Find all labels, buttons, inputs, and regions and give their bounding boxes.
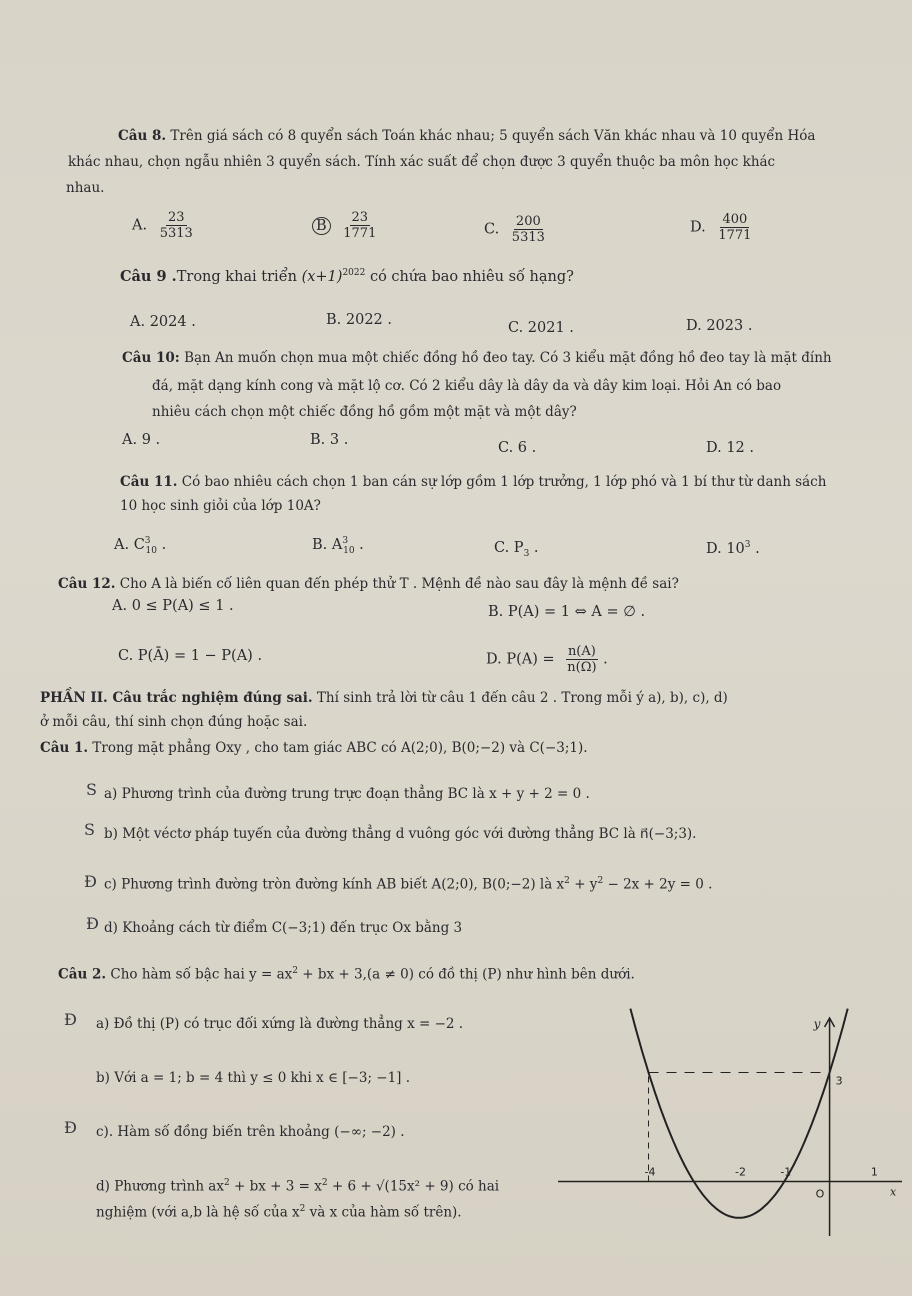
y-tick-label: 3 [835, 1074, 843, 1088]
y-axis-label: y [813, 1017, 821, 1031]
part2-line2: ở mỗi câu, thí sinh chọn đúng hoặc sai. [40, 714, 308, 730]
x-tick-label: -2 [735, 1165, 747, 1179]
p2q1-item-a[interactable]: a) Phương trình của đường trung trực đoạn thẳng BC là x + y + 2 = 0 . [104, 786, 590, 802]
q11-line1: Câu 11. Có bao nhiêu cách chọn 1 ban cán sự lớp gồm 1 lớp trưởng, 1 lớp phó và 1 bí thư từ danh sách [120, 474, 827, 490]
q8-label: Câu 8. [118, 128, 167, 144]
q10-option-c[interactable]: C. 6 . [498, 440, 537, 456]
x-tick-label: -1 [780, 1165, 792, 1179]
part2-heading: PHẦN II. Câu trắc nghiệm đúng sai. Thí sinh trả lời từ câu 1 đến câu 2 . Trong mỗi ý a), b), c), d) [40, 690, 728, 706]
x-tick-label: -4 [644, 1165, 656, 1179]
q9-option-a[interactable]: A. 2024 . [130, 314, 196, 330]
q11-option-b[interactable]: B. $A^3_{10}$ . [312, 536, 364, 556]
handwritten-mark-2c: Đ [64, 1118, 77, 1137]
q8-line3: nhau. [66, 180, 105, 196]
p2q2-stem: Câu 2. Cho hàm số bậc hai $y = ax^2$ + bx + 3,(a ≠ 0) có đồ thị (P) như hình bên dưới. [58, 966, 635, 983]
q9-option-d[interactable]: D. 2023 . [686, 318, 753, 334]
q8-option-b[interactable]: B $\frac{23}{1771}$ [312, 210, 378, 241]
p2q1-item-c[interactable]: c) Phương trình đường tròn đường kính AB biết A(2;0), B(0;−2) là $x^2 + y^2 - 2x + 2y = 0$ . [104, 876, 713, 893]
q12-option-c[interactable]: C. P(Ā) = 1 − P(A) . [118, 648, 263, 664]
q8-option-a[interactable]: A. $\frac{23}{5313}$ [132, 210, 193, 241]
handwritten-mark-a: S [86, 780, 97, 799]
q8-option-c[interactable]: C. $\frac{200}{5313}$ [484, 214, 545, 245]
p2q1-item-d[interactable]: d) Khoảng cách từ điểm C(−3;1) đến trục Ox bằng 3 [104, 920, 463, 936]
q11-option-d[interactable]: D. $10^3$ . [706, 540, 760, 557]
q12-stem: Câu 12. Cho A là biến cố liên quan đến phép thử T . Mệnh đề nào sau đây là mệnh đề sai? [58, 576, 679, 592]
q12-option-b[interactable]: B. P(A) = 1 ⇔ A = ∅ . [488, 604, 646, 620]
q10-option-b[interactable]: B. 3 . [310, 432, 349, 448]
q9-option-b[interactable]: B. 2022 . [326, 312, 392, 328]
parabola-curve [630, 1009, 847, 1218]
q11-line2: 10 học sinh giỏi của lớp 10A? [120, 498, 321, 514]
x-axis-label: x [890, 1185, 897, 1199]
p2q2-item-d-line2: nghiệm (với a,b là hệ số của $x^2$ và x của hàm số trên). [96, 1204, 462, 1221]
handwritten-mark-b: S [84, 820, 95, 839]
q12-option-a[interactable]: A. 0 ≤ P(A) ≤ 1 . [112, 598, 234, 614]
p2q1-stem: Câu 1. Trong mặt phẳng Oxy , cho tam giác ABC có A(2;0), B(0;−2) và C(−3;1). [40, 740, 588, 756]
q9-option-c[interactable]: C. 2021 . [508, 320, 574, 336]
origin-label: O [815, 1187, 825, 1201]
handwritten-mark-d: Đ [86, 914, 99, 933]
p2q2-item-c[interactable]: c). Hàm số đồng biến trên khoảng (−∞; −2) . [96, 1124, 405, 1140]
handwritten-mark-c: Đ [84, 872, 97, 891]
p2q2-item-d-line1[interactable]: d) Phương trình $ax^2$ + bx + $3 = x^2 + 6 + √(15x^2 + 9)$ có hai [96, 1178, 500, 1195]
q10-line1: Câu 10: Bạn An muốn chọn mua một chiếc đồng hồ đeo tay. Có 3 kiểu mặt đồng hồ đeo tay là mặt đính [122, 350, 832, 366]
p2q2-item-a[interactable]: a) Đồ thị (P) có trục đối xứng là đường thẳng x = −2 . [96, 1016, 464, 1032]
q8-line1: Câu 8. Trên giá sách có 8 quyển sách Toán khác nhau; 5 quyển sách Văn khác nhau và 10 quyển Hóa [118, 128, 816, 144]
parabola-graph [548, 1008, 912, 1296]
q10-option-d[interactable]: D. 12 . [706, 440, 754, 456]
q11-option-a[interactable]: A. $C^3_{10}$ . [114, 536, 167, 556]
q12-option-d[interactable]: D. P(A) = $\frac{n(A)}{n(\Omega)}$ . [486, 644, 608, 675]
x-tick-label: 1 [870, 1165, 878, 1179]
handwritten-mark-2a: Đ [64, 1010, 77, 1029]
q10-option-a[interactable]: A. 9 . [122, 432, 161, 448]
p2q2-item-b[interactable]: b) Với a = 1; b = 4 thì y ≤ 0 khi x ∈ [−3; −1] . [96, 1070, 411, 1086]
q10-line3: nhiêu cách chọn một chiếc đồng hồ gồm một mặt và một dây? [152, 404, 577, 420]
p2q1-item-b[interactable]: b) Một véctơ pháp tuyến của đường thẳng d vuông góc với đường thẳng BC là n⃗(−3;3). [104, 826, 697, 842]
q9-stem: Câu 9 .Trong khai triển $(x+1)^{2022}$ có chứa bao nhiêu số hạng? [120, 268, 574, 285]
q11-option-c[interactable]: C. $P_3$ . [494, 540, 539, 559]
q8-line2: khác nhau, chọn ngẫu nhiên 3 quyển sách. Tính xác suất để chọn được 3 quyển thuộc ba môn học khác [68, 154, 776, 170]
q10-line2: đá, mặt dạng kính cong và mặt lộ cơ. Có 2 kiểu dây là dây da và dây kim loại. Hỏi An có bao [152, 378, 782, 394]
q8-option-d[interactable]: D. $\frac{400}{1771}$ [690, 212, 752, 243]
